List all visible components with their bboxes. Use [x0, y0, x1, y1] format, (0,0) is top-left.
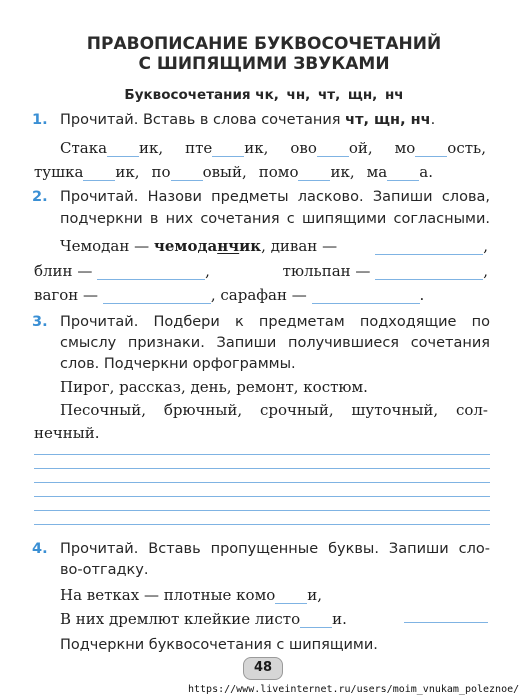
- subtitle-label: Буквосочетания: [124, 87, 251, 103]
- task-4-instruction-line-1: Прочитай. Вставь пропущенные буквы. Запиши сло-: [60, 541, 490, 557]
- task-1-instruction-letters: чт, щн, нч: [345, 112, 431, 128]
- page-title-line-2: С ШИПЯЩИМИ ЗВУКАМИ: [138, 54, 390, 74]
- task-3-nouns: Пирог, рассказ, день, ремонт, костюм.: [60, 378, 368, 396]
- noun-with-blank: [283, 260, 488, 282]
- noun-word: сарафан —: [220, 286, 307, 304]
- task-3-writing-area: [34, 441, 490, 525]
- task-3-adjectives-line-1: Песочный, брючный, срочный, шуточный, сол-: [60, 401, 488, 419]
- example-punct: ,: [261, 237, 266, 255]
- noun-with-blank: [34, 260, 210, 282]
- letter-blank[interactable]: [387, 165, 419, 181]
- task-4-footer-instruction: Подчеркни буквосочетания с шипящими.: [60, 637, 378, 653]
- task-1-row-2: [34, 161, 433, 183]
- answer-line[interactable]: [34, 441, 490, 455]
- task-2-instruction-line-1: Прочитай. Назови предметы ласково. Запиши слова,: [60, 189, 490, 205]
- riddle-text-end: и.: [332, 610, 347, 628]
- punct: .: [419, 286, 425, 304]
- word-start: ма: [366, 163, 388, 181]
- task-1-instruction: [60, 110, 435, 130]
- punct: ,: [483, 237, 488, 255]
- page-title-line-1: ПРАВОПИСАНИЕ БУКВОСОЧЕТАНИЙ: [86, 34, 442, 54]
- punct: ,: [210, 286, 216, 304]
- task-3-adjectives-line-2: нечный.: [34, 424, 100, 442]
- word-blank[interactable]: [375, 239, 483, 255]
- word-start: ово: [290, 139, 317, 157]
- task-3-instruction-line-1: Прочитай. Подбери к предметам подходящие по: [60, 314, 490, 330]
- word-blank[interactable]: [103, 288, 211, 304]
- answer-line[interactable]: [34, 511, 490, 525]
- task-1-row-1: [60, 137, 486, 159]
- noun-word: тюльпан —: [282, 262, 371, 280]
- answer-line[interactable]: [34, 455, 490, 469]
- example-answer-end: ик: [239, 237, 262, 255]
- section-subtitle: [0, 86, 528, 104]
- word-end: овый,: [202, 163, 247, 181]
- example-answer-start: чемода: [153, 237, 218, 255]
- task-2-instruction-line-2: подчеркни в них сочетания с шипящими согласными.: [60, 211, 490, 227]
- noun-word: диван —: [270, 237, 338, 255]
- word-with-blank: [259, 161, 355, 183]
- task-2-number: 2.: [32, 189, 48, 205]
- word-start: по: [151, 163, 171, 181]
- word-start: пте: [185, 139, 213, 157]
- answer-slot: [375, 235, 488, 257]
- example-pair: [60, 235, 337, 257]
- word-with-blank: [34, 161, 140, 183]
- page-number: 48: [243, 657, 283, 680]
- word-with-blank: [152, 161, 247, 183]
- letter-blank[interactable]: [298, 165, 330, 181]
- task-2-row-3: [34, 284, 424, 306]
- letter-blank[interactable]: [171, 165, 203, 181]
- task-4-instruction-line-2: во-отгадку.: [60, 562, 149, 578]
- riddle-answer-blank[interactable]: [404, 607, 488, 623]
- letter-blank[interactable]: [415, 141, 447, 157]
- word-start: мо: [394, 139, 416, 157]
- example-answer-underlined: нч: [217, 237, 240, 255]
- word-with-blank: [395, 137, 486, 159]
- watermark-url: https://www.liveinternet.ru/users/moim_vnukam_poleznoe/: [188, 684, 520, 695]
- subtitle-letters: чк, чн, чт, щн, нч: [255, 87, 404, 103]
- word-with-blank: [290, 137, 372, 159]
- example-answer: [154, 237, 261, 255]
- word-end: ик,: [115, 163, 140, 181]
- riddle-line-2: [60, 608, 347, 630]
- task-3-number: 3.: [32, 314, 48, 330]
- letter-blank[interactable]: [212, 141, 244, 157]
- letter-blank[interactable]: [83, 165, 115, 181]
- answer-line[interactable]: [34, 497, 490, 511]
- riddle-text: В них дремлют клейкие листо: [60, 610, 301, 628]
- task-3-instruction-line-3: слов. Подчеркни орфограммы.: [60, 356, 296, 372]
- word-end: ик,: [330, 163, 355, 181]
- noun-word: вагон —: [34, 286, 99, 304]
- task-4-number: 4.: [32, 541, 48, 557]
- answer-line[interactable]: [34, 469, 490, 483]
- letter-blank[interactable]: [300, 612, 332, 628]
- word-blank[interactable]: [312, 288, 420, 304]
- word-end: ик,: [244, 139, 269, 157]
- task-1-instruction-text: Прочитай. Вставь в слова сочетания: [60, 112, 346, 128]
- punct: ,: [483, 262, 488, 280]
- word-start: тушка: [34, 163, 84, 181]
- task-1-number: 1.: [32, 112, 48, 128]
- answer-line[interactable]: [34, 483, 490, 497]
- task-2-row-1: [60, 235, 488, 257]
- word-with-blank: [367, 161, 433, 183]
- word-end: ик,: [139, 139, 164, 157]
- word-with-blank: [60, 137, 163, 159]
- task-1-instruction-end: .: [430, 112, 436, 128]
- punct: ,: [205, 262, 210, 280]
- word-end: ость,: [447, 139, 486, 157]
- riddle-text-end: и,: [307, 586, 323, 604]
- task-2-row-2: [34, 260, 488, 282]
- riddle-text: На ветках — плотные комо: [60, 586, 276, 604]
- task-3-instruction-line-2: смыслу признаки. Запиши получившиеся сочетания: [60, 335, 490, 351]
- word-blank[interactable]: [97, 264, 205, 280]
- word-start: Стака: [60, 139, 108, 157]
- example-word: Чемодан —: [60, 237, 150, 255]
- noun-word: блин —: [34, 262, 93, 280]
- word-with-blank: [185, 137, 268, 159]
- letter-blank[interactable]: [107, 141, 139, 157]
- riddle-line-1: [60, 584, 322, 606]
- letter-blank[interactable]: [317, 141, 349, 157]
- word-start: помо: [258, 163, 299, 181]
- word-blank[interactable]: [375, 264, 483, 280]
- word-end: а.: [419, 163, 433, 181]
- letter-blank[interactable]: [275, 588, 307, 604]
- word-end: ой,: [348, 139, 373, 157]
